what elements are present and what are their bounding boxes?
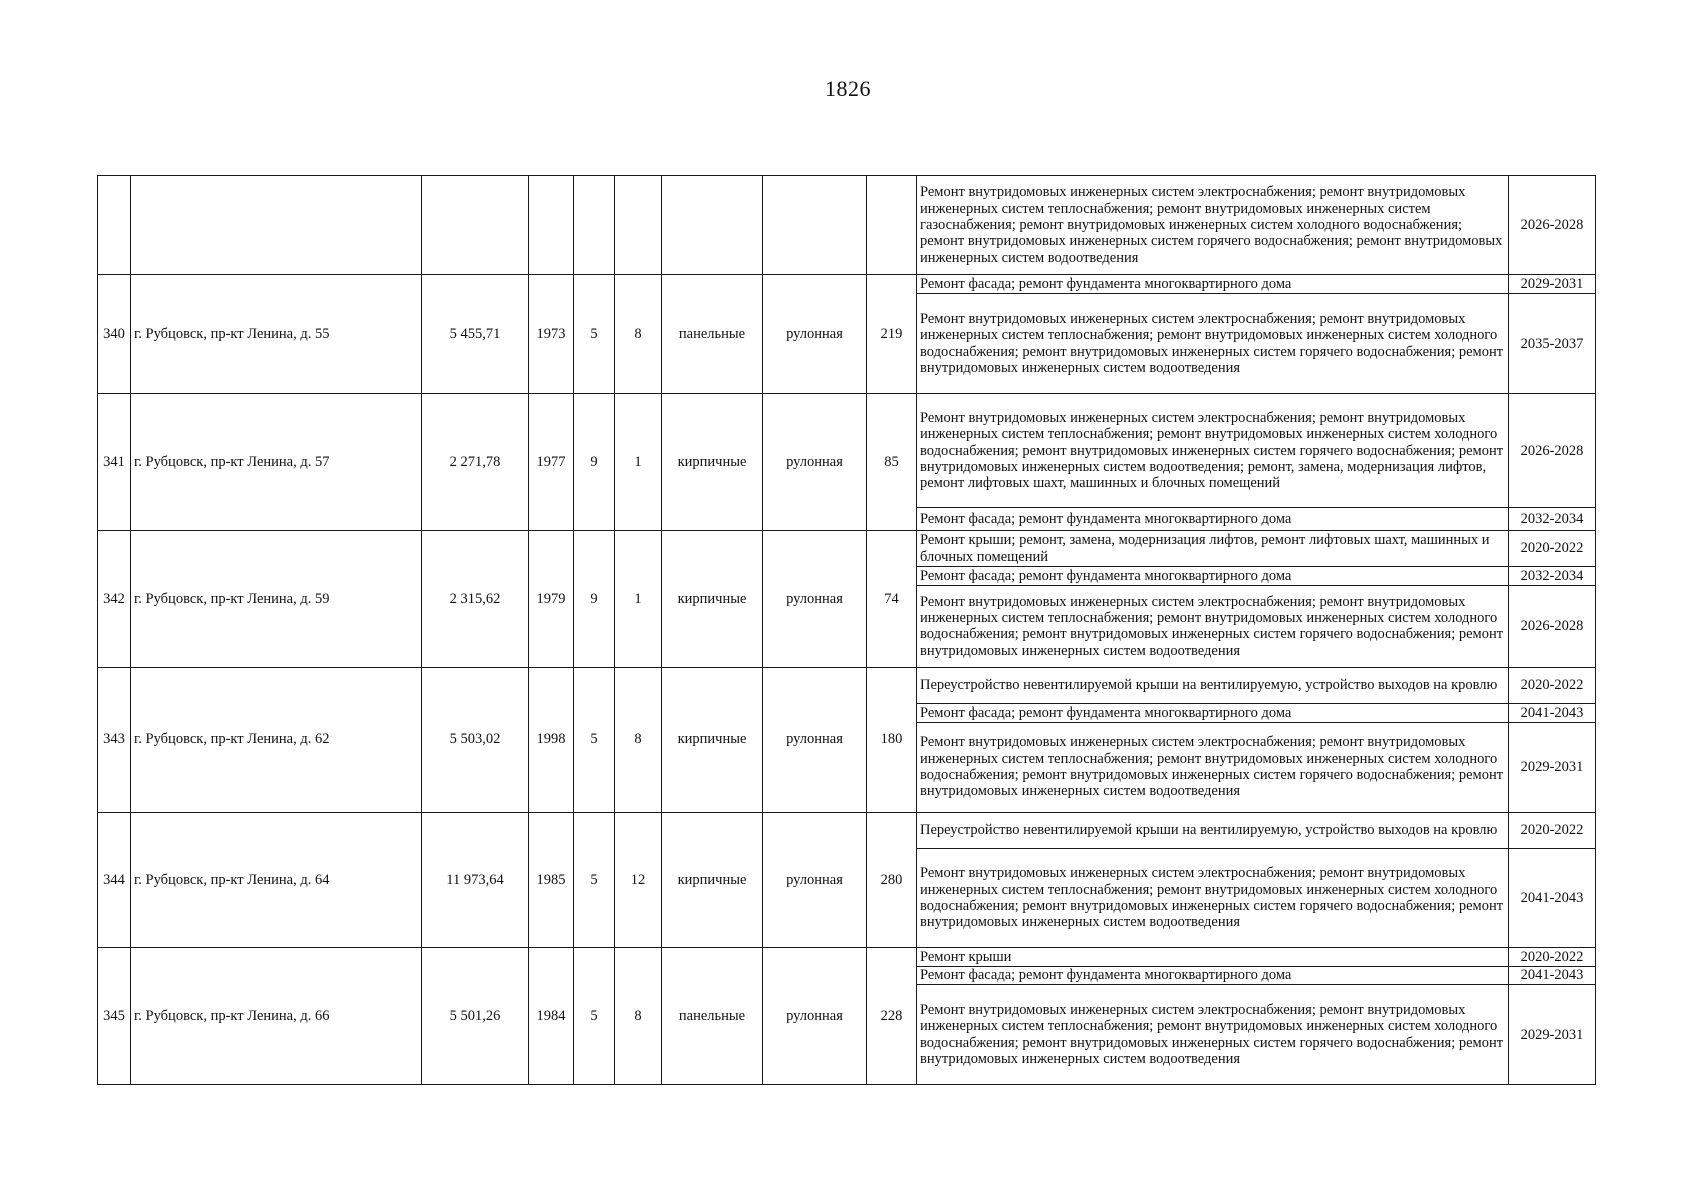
- residents-cell: 85: [867, 394, 917, 531]
- address-cell: г. Рубцовск, пр-кт Ленина, д. 59: [131, 531, 422, 668]
- repair-schedule-table: [97, 175, 1596, 1085]
- residents-cell: 180: [867, 667, 917, 812]
- year-built-cell: 1977: [529, 394, 574, 531]
- row-number-cell: 342: [98, 531, 131, 668]
- year-built-cell: 1985: [529, 812, 574, 948]
- residents-cell: 280: [867, 812, 917, 948]
- wall-material-cell: кирпичные: [662, 812, 763, 948]
- roof-type-cell: рулонная: [763, 394, 867, 531]
- row-number-cell: 345: [98, 948, 131, 1085]
- work-period-cell: 2029-2031: [1509, 275, 1596, 294]
- wall-material-cell: кирпичные: [662, 667, 763, 812]
- area-cell: 2 315,62: [422, 531, 529, 668]
- work-period-cell: 2032-2034: [1509, 508, 1596, 531]
- work-period-cell: 2026-2028: [1509, 585, 1596, 667]
- area-cell: 5 503,02: [422, 667, 529, 812]
- year-built-cell: 1998: [529, 667, 574, 812]
- work-type-cell: Ремонт крыши; ремонт, замена, модернизация лифтов, ремонт лифтовых шахт, машинных и блочных помещений: [917, 531, 1509, 567]
- work-period-cell: 2041-2043: [1509, 848, 1596, 947]
- table-row: [98, 812, 1596, 848]
- work-period-cell: 2041-2043: [1509, 966, 1596, 985]
- entrances-cell: 8: [615, 275, 662, 394]
- work-type-cell: Ремонт фасада; ремонт фундамента многоквартирного дома: [917, 703, 1509, 722]
- table-row: [98, 667, 1596, 703]
- work-period-cell: 2020-2022: [1509, 948, 1596, 967]
- residents-cell: 219: [867, 275, 917, 394]
- empty-cell: [662, 176, 763, 275]
- floors-cell: 9: [574, 394, 615, 531]
- work-period-cell: 2032-2034: [1509, 567, 1596, 586]
- floors-cell: 5: [574, 812, 615, 948]
- roof-type-cell: рулонная: [763, 812, 867, 948]
- floors-cell: 5: [574, 948, 615, 1085]
- floors-cell: 5: [574, 667, 615, 812]
- empty-cell: [615, 176, 662, 275]
- roof-type-cell: рулонная: [763, 667, 867, 812]
- table-row: [98, 275, 1596, 294]
- residents-cell: 228: [867, 948, 917, 1085]
- wall-material-cell: панельные: [662, 275, 763, 394]
- work-period-cell: 2026-2028: [1509, 176, 1596, 275]
- empty-cell: [574, 176, 615, 275]
- address-cell: г. Рубцовск, пр-кт Ленина, д. 66: [131, 948, 422, 1085]
- address-cell: г. Рубцовск, пр-кт Ленина, д. 55: [131, 275, 422, 394]
- entrances-cell: 8: [615, 948, 662, 1085]
- roof-type-cell: рулонная: [763, 531, 867, 668]
- work-period-cell: 2020-2022: [1509, 531, 1596, 567]
- address-cell: г. Рубцовск, пр-кт Ленина, д. 57: [131, 394, 422, 531]
- year-built-cell: 1984: [529, 948, 574, 1085]
- roof-type-cell: рулонная: [763, 275, 867, 394]
- entrances-cell: 1: [615, 531, 662, 668]
- residents-cell: 74: [867, 531, 917, 668]
- entrances-cell: 1: [615, 394, 662, 531]
- area-cell: 5 455,71: [422, 275, 529, 394]
- work-period-cell: 2020-2022: [1509, 812, 1596, 848]
- work-type-cell: Ремонт внутридомовых инженерных систем электроснабжения; ремонт внутридомовых инженерных систем теплоснабжения; ремонт внутридомовых инженерных систем холодного водоснабжения; ремонт внутридомовых инженерных систем горячего водоснабжения; ремонт внутридомовых инженерных систем водоотведения: [917, 294, 1509, 394]
- table-row: [98, 176, 1596, 275]
- work-type-cell: Ремонт фасада; ремонт фундамента многоквартирного дома: [917, 567, 1509, 586]
- work-type-cell: Ремонт внутридомовых инженерных систем электроснабжения; ремонт внутридомовых инженерных систем теплоснабжения; ремонт внутридомовых инженерных систем газоснабжения; ремонт внутридомовых инженерных систем холодного водоснабжения; ремонт внутридомовых инженерных систем горячего водоснабжения; ремонт внутридомовых инженерных систем водоотведения: [917, 176, 1509, 275]
- empty-cell: [867, 176, 917, 275]
- table-row: [98, 394, 1596, 508]
- table-body: [98, 176, 1596, 1085]
- work-type-cell: Ремонт фасада; ремонт фундамента многоквартирного дома: [917, 966, 1509, 985]
- work-period-cell: 2041-2043: [1509, 703, 1596, 722]
- row-number-cell: 340: [98, 275, 131, 394]
- work-type-cell: Ремонт внутридомовых инженерных систем электроснабжения; ремонт внутридомовых инженерных систем теплоснабжения; ремонт внутридомовых инженерных систем холодного водоснабжения; ремонт внутридомовых инженерных систем горячего водоснабжения; ремонт внутридомовых инженерных систем водоотведения; ремонт, замена, модернизация лифтов, ремонт лифтовых шахт, машинных и блочных помещений: [917, 394, 1509, 508]
- wall-material-cell: панельные: [662, 948, 763, 1085]
- area-cell: 2 271,78: [422, 394, 529, 531]
- floors-cell: 9: [574, 531, 615, 668]
- year-built-cell: 1973: [529, 275, 574, 394]
- work-period-cell: 2029-2031: [1509, 985, 1596, 1085]
- work-type-cell: Переустройство невентилируемой крыши на вентилируемую, устройство выходов на кровлю: [917, 667, 1509, 703]
- roof-type-cell: рулонная: [763, 948, 867, 1085]
- work-type-cell: Ремонт внутридомовых инженерных систем электроснабжения; ремонт внутридомовых инженерных систем теплоснабжения; ремонт внутридомовых инженерных систем холодного водоснабжения; ремонт внутридомовых инженерных систем горячего водоснабжения; ремонт внутридомовых инженерных систем водоотведения: [917, 722, 1509, 812]
- work-type-cell: Ремонт внутридомовых инженерных систем электроснабжения; ремонт внутридомовых инженерных систем теплоснабжения; ремонт внутридомовых инженерных систем холодного водоснабжения; ремонт внутридомовых инженерных систем горячего водоснабжения; ремонт внутридомовых инженерных систем водоотведения: [917, 985, 1509, 1085]
- wall-material-cell: кирпичные: [662, 531, 763, 668]
- wall-material-cell: кирпичные: [662, 394, 763, 531]
- row-number-cell: 343: [98, 667, 131, 812]
- work-period-cell: 2029-2031: [1509, 722, 1596, 812]
- empty-cell: [529, 176, 574, 275]
- floors-cell: 5: [574, 275, 615, 394]
- work-type-cell: Переустройство невентилируемой крыши на вентилируемую, устройство выходов на кровлю: [917, 812, 1509, 848]
- row-number-cell: 341: [98, 394, 131, 531]
- address-cell: г. Рубцовск, пр-кт Ленина, д. 64: [131, 812, 422, 948]
- row-number-cell: 344: [98, 812, 131, 948]
- work-type-cell: Ремонт внутридомовых инженерных систем электроснабжения; ремонт внутридомовых инженерных систем теплоснабжения; ремонт внутридомовых инженерных систем холодного водоснабжения; ремонт внутридомовых инженерных систем горячего водоснабжения; ремонт внутридомовых инженерных систем водоотведения: [917, 585, 1509, 667]
- work-type-cell: Ремонт фасада; ремонт фундамента многоквартирного дома: [917, 508, 1509, 531]
- entrances-cell: 12: [615, 812, 662, 948]
- work-type-cell: Ремонт фасада; ремонт фундамента многоквартирного дома: [917, 275, 1509, 294]
- empty-cell: [98, 176, 131, 275]
- area-cell: 11 973,64: [422, 812, 529, 948]
- table-row: [98, 531, 1596, 567]
- empty-cell: [422, 176, 529, 275]
- work-period-cell: 2026-2028: [1509, 394, 1596, 508]
- table-row: [98, 948, 1596, 967]
- empty-cell: [131, 176, 422, 275]
- page-number: 1826: [825, 76, 871, 101]
- work-type-cell: Ремонт внутридомовых инженерных систем электроснабжения; ремонт внутридомовых инженерных систем теплоснабжения; ремонт внутридомовых инженерных систем холодного водоснабжения; ремонт внутридомовых инженерных систем горячего водоснабжения; ремонт внутридомовых инженерных систем водоотведения: [917, 848, 1509, 947]
- entrances-cell: 8: [615, 667, 662, 812]
- empty-cell: [763, 176, 867, 275]
- area-cell: 5 501,26: [422, 948, 529, 1085]
- address-cell: г. Рубцовск, пр-кт Ленина, д. 62: [131, 667, 422, 812]
- work-period-cell: 2035-2037: [1509, 294, 1596, 394]
- work-type-cell: Ремонт крыши: [917, 948, 1509, 967]
- work-period-cell: 2020-2022: [1509, 667, 1596, 703]
- year-built-cell: 1979: [529, 531, 574, 668]
